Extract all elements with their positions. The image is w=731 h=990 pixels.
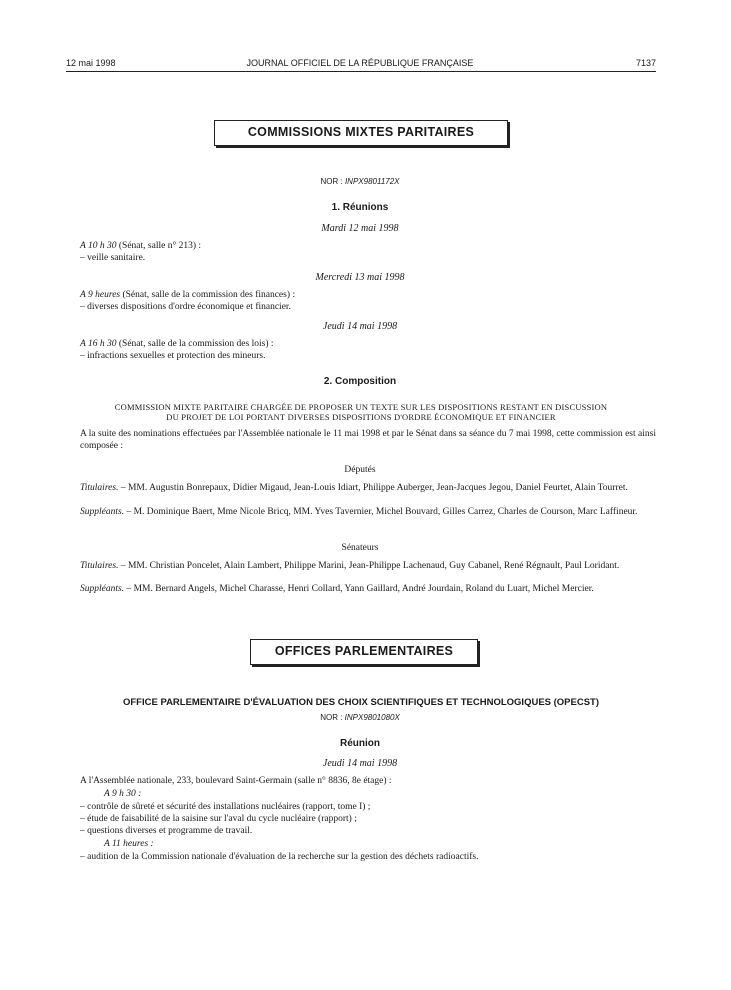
section-title-cmp: COMMISSIONS MIXTES PARITAIRES bbox=[214, 120, 508, 146]
suppleants-label: Suppléants. bbox=[80, 507, 125, 517]
agenda-item: – audition de la Commission nationale d'évaluation de la recherche sur la gestion des déchets radioactifs. bbox=[80, 852, 479, 862]
senateurs-titulaires bbox=[80, 560, 656, 572]
meeting-time: A 11 heures : bbox=[104, 839, 154, 849]
section-title-offices: OFFICES PARLEMENTAIRES bbox=[250, 639, 478, 665]
meeting-place: (Sénat, salle de la commission des finances) : bbox=[120, 290, 296, 300]
titulaires-label: Titulaires. bbox=[80, 561, 119, 571]
composition-heading: 2. Composition bbox=[323, 376, 397, 387]
agenda-item: – infractions sexuelles et protection des mineurs. bbox=[80, 351, 266, 361]
header-rule bbox=[66, 71, 656, 72]
meeting-place: (Sénat, salle n° 213) : bbox=[116, 241, 202, 251]
suppleants-members: – MM. Bernard Angels, Michel Charasse, Henri Collard, Yann Gaillard, André Jourdain, Roland du Luart, Michel Mercier. bbox=[124, 584, 594, 594]
header-date: 12 mai 1998 bbox=[66, 58, 116, 68]
nor-code: INPX9801172X bbox=[344, 177, 400, 186]
meeting-location bbox=[80, 241, 201, 251]
agenda-item: – contrôle de sûreté et sécurité des installations nucléaires (rapport, tome I) ; bbox=[80, 802, 371, 812]
senateurs-heading: Sénateurs bbox=[341, 543, 379, 553]
reunions-heading: 1. Réunions bbox=[331, 202, 389, 213]
agenda-item: – veille sanitaire. bbox=[80, 253, 146, 263]
nor-label: NOR : bbox=[320, 713, 343, 722]
agenda-item: – étude de faisabilité de la saisine sur l'aval du cycle nucléaire (rapport) ; bbox=[80, 814, 357, 824]
meeting-place: (Sénat, salle de la commission des lois) : bbox=[116, 339, 274, 349]
suppleants-label: Suppléants. bbox=[80, 584, 125, 594]
meeting-date: Mardi 12 mai 1998 bbox=[321, 223, 399, 234]
agenda-item: – questions diverses et programme de travail. bbox=[80, 826, 253, 836]
nor-code: INPX9801080X bbox=[344, 713, 400, 722]
agenda-item: – diverses dispositions d'ordre économique et financier. bbox=[80, 302, 291, 312]
commission-title-line-2: DU PROJET DE LOI PORTANT DIVERSES DISPOSITIONS D'ORDRE ÉCONOMIQUE ET FINANCIER bbox=[166, 412, 556, 422]
deputes-suppleants bbox=[80, 506, 656, 518]
meeting-time: A 10 h 30 bbox=[80, 241, 117, 251]
meeting-location: A l'Assemblée nationale, 233, boulevard Saint-Germain (salle n° 8836, 8e étage) : bbox=[80, 776, 392, 786]
deputes-titulaires bbox=[80, 482, 656, 494]
meeting-date: Mercredi 13 mai 1998 bbox=[315, 272, 405, 283]
meeting-time: A 9 heures bbox=[80, 290, 121, 300]
suppleants-members: – M. Dominique Baert, Mme Nicole Bricq, MM. Yves Tavernier, Michel Bouvard, Gilles Carrez, Charles de Courson, Marc Laffineur. bbox=[124, 507, 638, 517]
titulaires-members: – MM. Christian Poncelet, Alain Lambert, Philippe Marini, Jean-Philippe Lachenaud, Guy Cabanel, René Régnault, Paul Loridant. bbox=[118, 561, 620, 571]
composition-intro: A la suite des nominations effectuées par l'Assemblée nationale le 11 mai 1998 et par le Sénat dans sa séance du 7 mai 1998, cette commission est ainsi composée : bbox=[80, 429, 656, 451]
meeting-location bbox=[80, 339, 274, 349]
meeting-date: Jeudi 14 mai 1998 bbox=[322, 321, 398, 332]
titulaires-members: – MM. Augustin Bonrepaux, Didier Migaud, Jean-Louis Idiart, Philippe Auberger, Jean-Jacques Jegou, Daniel Feurtet, Alain Tourret. bbox=[118, 483, 628, 493]
meeting-time: A 9 h 30 : bbox=[104, 789, 142, 799]
journal-title: JOURNAL OFFICIEL DE LA RÉPUBLIQUE FRANÇAISE bbox=[246, 58, 474, 68]
meeting-location bbox=[80, 290, 295, 300]
titulaires-label: Titulaires. bbox=[80, 483, 119, 493]
commission-title-line-1: COMMISSION MIXTE PARITAIRE CHARGÉE DE PROPOSER UN TEXTE SUR LES DISPOSITIONS RESTANT EN DISCUSSION bbox=[114, 402, 608, 412]
office-name: OFFICE PARLEMENTAIRE D'ÉVALUATION DES CHOIX SCIENTIFIQUES ET TECHNOLOGIQUES (OPECST) bbox=[122, 697, 600, 708]
meeting-date: Jeudi 14 mai 1998 bbox=[322, 758, 398, 769]
nor-reference-opecst bbox=[230, 713, 490, 722]
meeting-time: A 16 h 30 bbox=[80, 339, 117, 349]
deputes-heading: Députés bbox=[344, 465, 376, 475]
senateurs-suppleants bbox=[80, 584, 594, 594]
nor-reference-cmp bbox=[230, 177, 490, 186]
nor-label: NOR : bbox=[320, 177, 343, 186]
reunion-heading: Réunion bbox=[340, 738, 380, 749]
page-number: 7137 bbox=[635, 58, 656, 68]
